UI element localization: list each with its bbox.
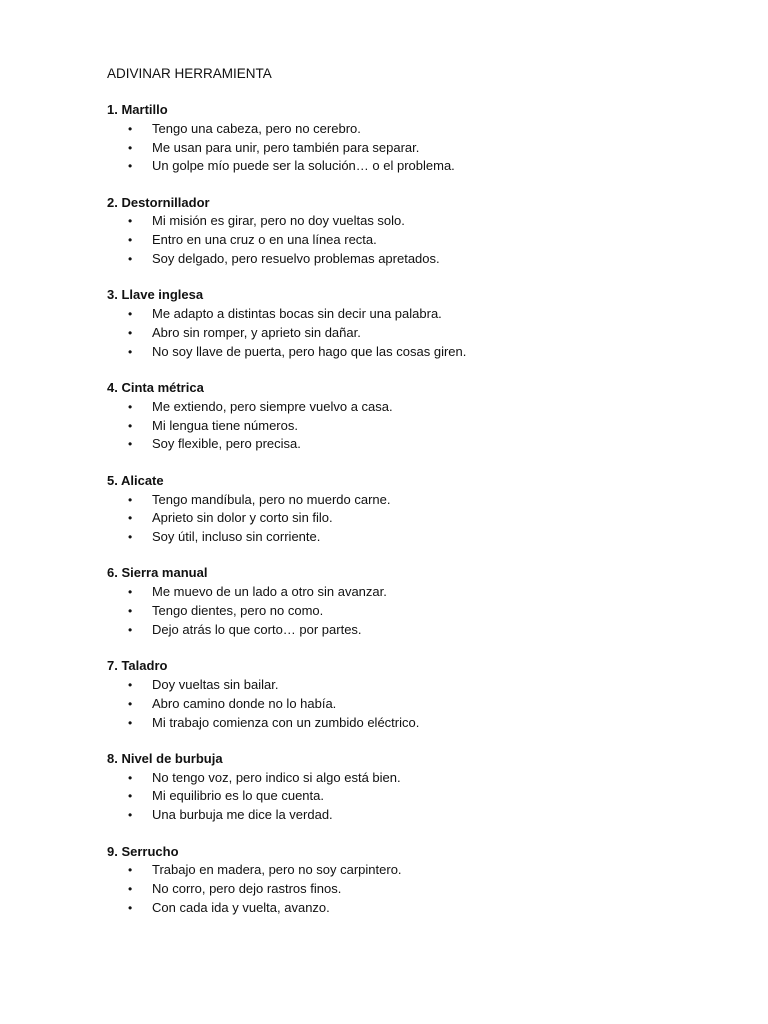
bullet-icon: •: [128, 770, 133, 785]
clue-text: Me usan para unir, pero también para separar.: [152, 139, 420, 155]
bullet-icon: •: [128, 307, 133, 322]
clue-list: [107, 676, 707, 732]
clue-text: Mi trabajo comienza con un zumbido eléctrico.: [152, 714, 420, 730]
bullet-icon: •: [128, 159, 133, 174]
riddle-section: [107, 286, 707, 361]
clue-item: [107, 120, 707, 139]
clue-item: [107, 769, 707, 788]
clue-list: [107, 861, 707, 917]
clue-list: [107, 769, 707, 825]
clue-list: [107, 398, 707, 454]
clue-item: [107, 324, 707, 343]
riddle-section: [107, 194, 707, 269]
clue-text: No soy llave de puerta, pero hago que las cosas giren.: [152, 343, 467, 359]
bullet-icon: •: [128, 863, 133, 878]
clue-item: [107, 676, 707, 695]
clue-list: [107, 305, 707, 361]
clue-item: [107, 157, 707, 176]
clue-item: [107, 861, 707, 880]
clue-item: [107, 398, 707, 417]
section-heading: 4. Cinta métrica: [107, 380, 204, 396]
riddle-section: [107, 379, 707, 454]
riddle-section: [107, 101, 707, 176]
clue-item: [107, 139, 707, 158]
riddle-section: [107, 657, 707, 732]
riddle-section: [107, 564, 707, 639]
section-heading: 9. Serrucho: [107, 843, 179, 859]
clue-text: Mi equilibrio es lo que cuenta.: [152, 788, 324, 804]
bullet-icon: •: [128, 715, 133, 730]
section-heading: 6. Sierra manual: [107, 565, 208, 581]
riddle-section: [107, 750, 707, 825]
clue-item: [107, 880, 707, 899]
bullet-icon: •: [128, 214, 133, 229]
clue-text: No tengo voz, pero indico si algo está bien.: [152, 769, 401, 785]
bullet-icon: •: [128, 492, 133, 507]
clue-text: Abro sin romper, y aprieto sin dañar.: [152, 324, 361, 340]
bullet-icon: •: [128, 530, 133, 545]
clue-text: Entro en una cruz o en una línea recta.: [152, 232, 377, 248]
clue-item: [107, 212, 707, 231]
bullet-icon: •: [128, 696, 133, 711]
clue-text: Me muevo de un lado a otro sin avanzar.: [152, 584, 387, 600]
clue-text: Soy útil, incluso sin corriente.: [152, 529, 321, 545]
section-heading: 7. Taladro: [107, 658, 168, 674]
clue-text: Doy vueltas sin bailar.: [152, 676, 279, 692]
clue-text: Un golpe mío puede ser la solución… o el problema.: [152, 158, 455, 174]
clue-item: [107, 491, 707, 510]
clue-text: Trabajo en madera, pero no soy carpintero.: [152, 862, 402, 878]
bullet-icon: •: [128, 399, 133, 414]
clue-text: Abro camino donde no lo había.: [152, 695, 337, 711]
clue-item: [107, 787, 707, 806]
clue-item: [107, 435, 707, 454]
clue-item: [107, 343, 707, 362]
clue-item: [107, 528, 707, 547]
clue-item: [107, 250, 707, 269]
section-heading: 1. Martillo: [107, 102, 168, 117]
clue-text: Aprieto sin dolor y corto sin filo.: [152, 510, 333, 526]
bullet-icon: •: [128, 900, 133, 915]
clue-text: Me extiendo, pero siempre vuelvo a casa.: [152, 398, 393, 414]
clue-item: [107, 621, 707, 640]
clue-text: No corro, pero dejo rastros finos.: [152, 881, 342, 897]
riddle-section: [107, 472, 707, 547]
clue-list: [107, 212, 707, 268]
clue-text: Soy flexible, pero precisa.: [152, 436, 301, 452]
bullet-icon: •: [128, 511, 133, 526]
clue-text: Mi lengua tiene números.: [152, 417, 298, 433]
clue-list: [107, 491, 707, 547]
bullet-icon: •: [128, 437, 133, 452]
clue-item: [107, 806, 707, 825]
section-heading: 8. Nivel de burbuja: [107, 750, 223, 766]
riddle-section: [107, 843, 707, 918]
clue-text: Me adapto a distintas bocas sin decir una palabra.: [152, 306, 442, 322]
clue-text: Tengo dientes, pero no como.: [152, 603, 324, 619]
bullet-icon: •: [128, 677, 133, 692]
clue-item: [107, 695, 707, 714]
clue-list: [107, 120, 707, 176]
bullet-icon: •: [128, 252, 133, 267]
bullet-icon: •: [128, 604, 133, 619]
clue-list: [107, 583, 707, 639]
clue-item: [107, 417, 707, 436]
bullet-icon: •: [128, 233, 133, 248]
bullet-icon: •: [128, 140, 133, 155]
bullet-icon: •: [128, 882, 133, 897]
clue-text: Tengo mandíbula, pero no muerdo carne.: [152, 491, 391, 507]
clue-text: Con cada ida y vuelta, avanzo.: [152, 899, 330, 915]
clue-item: [107, 305, 707, 324]
clue-item: [107, 231, 707, 250]
clue-text: Mi misión es girar, pero no doy vueltas solo.: [152, 213, 405, 229]
clue-item: [107, 583, 707, 602]
bullet-icon: •: [128, 418, 133, 433]
document-title: ADIVINAR HERRAMIENTA: [107, 66, 272, 81]
section-heading: 2. Destornillador: [107, 194, 210, 210]
clue-text: Tengo una cabeza, pero no cerebro.: [152, 120, 361, 136]
clue-text: Soy delgado, pero resuelvo problemas apretados.: [152, 251, 440, 267]
bullet-icon: •: [128, 585, 133, 600]
clue-item: [107, 714, 707, 733]
clue-item: [107, 899, 707, 918]
clue-item: [107, 602, 707, 621]
bullet-icon: •: [128, 789, 133, 804]
bullet-icon: •: [128, 344, 133, 359]
bullet-icon: •: [128, 622, 133, 637]
clue-text: Dejo atrás lo que corto… por partes.: [152, 621, 362, 637]
section-heading: 3. Llave inglesa: [107, 287, 204, 303]
bullet-icon: •: [128, 121, 133, 136]
section-heading: 5. Alicate: [107, 472, 164, 488]
document-page: [107, 64, 707, 935]
bullet-icon: •: [128, 325, 133, 340]
bullet-icon: •: [128, 808, 133, 823]
clue-text: Una burbuja me dice la verdad.: [152, 807, 333, 823]
riddle-sections: [107, 101, 707, 918]
clue-item: [107, 509, 707, 528]
